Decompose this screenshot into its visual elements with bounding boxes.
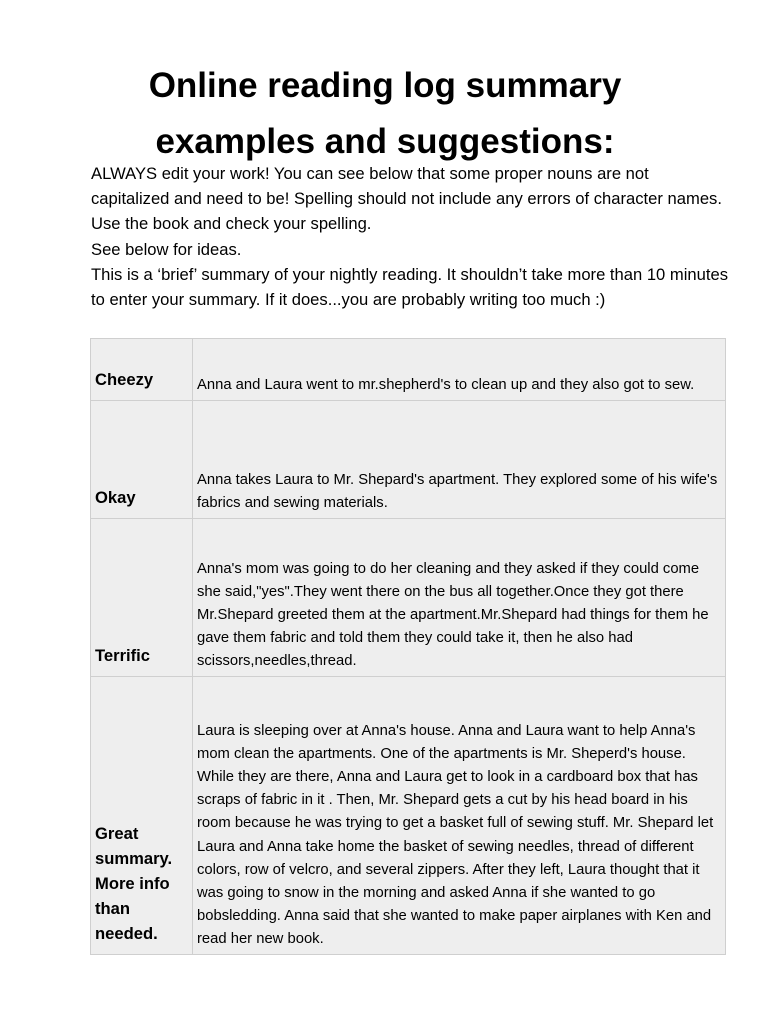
title-line-1: Online reading log summary xyxy=(148,66,622,105)
table-row xyxy=(91,519,726,677)
table-row xyxy=(91,677,726,955)
page-title xyxy=(90,58,680,170)
examples-table xyxy=(90,338,726,955)
rating-cell: Terrific xyxy=(91,519,193,677)
summary-cell: Anna takes Laura to Mr. Shepard's apartment. They explored some of his wife's fabrics and sewing materials. xyxy=(193,401,726,519)
table-row xyxy=(91,401,726,519)
intro-instructions xyxy=(91,161,731,312)
title-line-2: examples and suggestions: xyxy=(155,122,615,161)
intro-paragraph-ideas: See below for ideas. xyxy=(91,239,242,259)
intro-paragraph-editing: ALWAYS edit your work! You can see below that some proper nouns are not capitalized and need to be! Spelling should not include any errors of character names. Use the book and check your spelling. xyxy=(91,164,722,234)
rating-cell: Okay xyxy=(91,401,193,519)
intro-paragraph-brief: This is a ‘brief’ summary of your nightly reading. It shouldn’t take more than 10 minutes to enter your summary. If it does...you are probably writing too much :) xyxy=(91,264,728,310)
table-row xyxy=(91,339,726,401)
summary-cell: Laura is sleeping over at Anna's house. Anna and Laura want to help Anna's mom clean the apartments. One of the apartments is Mr. Sheperd's house. While they are there, Anna and Laura get to look in a cardboard box that has scraps of fabric in it . Then, Mr. Shepard gets a cut by his head board in his room because he was trying to get a basket full of sewing stuff. Mr. Shepard let Laura and Anna take home the basket of sewing needles, thread of different colors, row of velcro, and several zippers. After they left, Laura thought that it was going to snow in the morning and asked Anna if she wanted to go bobsledding. Anna said that she wanted to make paper airplanes with Ken and read her new book. xyxy=(193,677,726,955)
rating-cell: Great summary. More info than needed. xyxy=(91,677,193,955)
summary-cell: Anna and Laura went to mr.shepherd's to clean up and they also got to sew. xyxy=(193,339,726,401)
summary-cell: Anna's mom was going to do her cleaning and they asked if they could come she said,"yes".They went there on the bus all together.Once they got there Mr.Shepard greeted them at the apartment.Mr.Shepard had things for them he gave them fabric and told them they could take it, then he also had scissors,needles,thread. xyxy=(193,519,726,677)
rating-cell: Cheezy xyxy=(91,339,193,401)
